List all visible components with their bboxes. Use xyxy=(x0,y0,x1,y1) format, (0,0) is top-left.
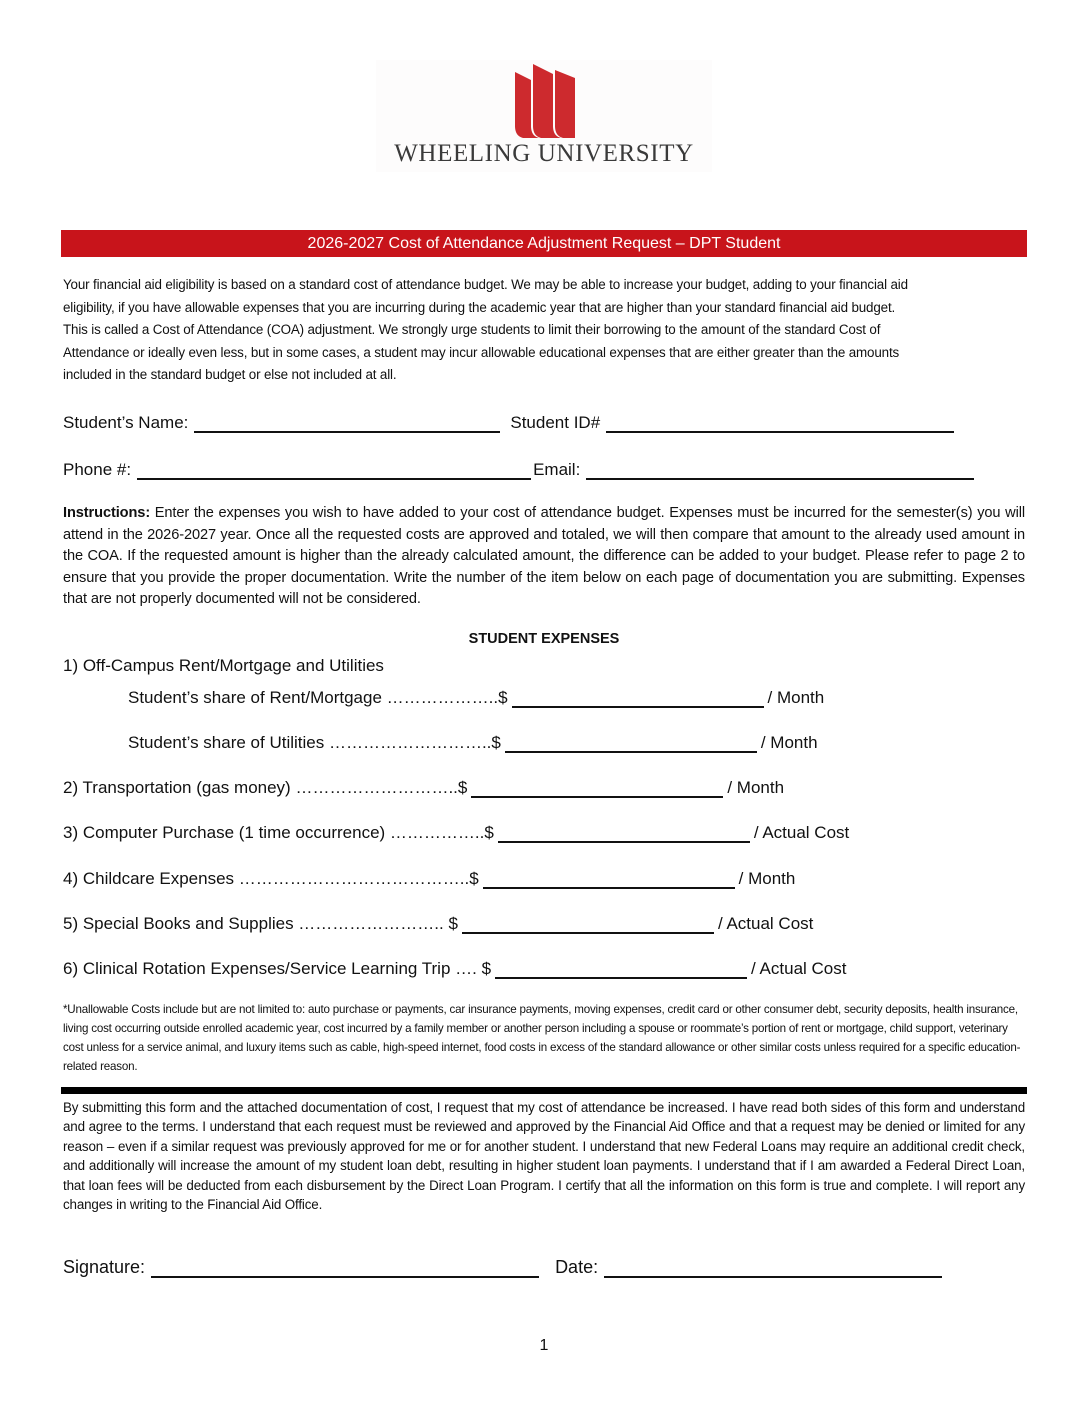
section-divider xyxy=(61,1087,1027,1094)
expense-unit: / Month xyxy=(738,869,796,888)
expense-row-clinical xyxy=(63,955,846,979)
student-id-field[interactable] xyxy=(606,413,954,433)
expense-row-childcare xyxy=(63,865,795,889)
expense-unit: / Actual Cost xyxy=(751,959,847,978)
university-logo-icon xyxy=(513,64,577,140)
expense-amount-field[interactable] xyxy=(498,823,750,843)
expense-amount-field[interactable] xyxy=(512,688,764,708)
expense-unit: / Actual Cost xyxy=(753,823,850,842)
student-expenses-heading: STUDENT EXPENSES xyxy=(468,631,620,647)
expense-row-books xyxy=(63,910,813,934)
phone-label: Phone #: xyxy=(63,460,132,479)
intro-paragraph xyxy=(63,274,1025,387)
signature-date-row xyxy=(63,1252,942,1278)
page-number: 1 xyxy=(539,1337,549,1354)
expense-label: 5) Special Books and Supplies …………………….. $ xyxy=(63,914,458,933)
intro-line: Your financial aid eligibility is based on a standard cost of attendance budget. We may be able to increase your budget, adding to your financial aid xyxy=(63,277,908,292)
expense-unit: / Actual Cost xyxy=(717,914,814,933)
intro-line: included in the standard budget or else not included at all. xyxy=(63,367,397,383)
consent-paragraph: By submitting this form and the attached documentation of cost, I request that my cost of attendance be increased. I have read both sides of this form and understand and agree to the terms. I understand that each request must be reviewed and approved by the Financial Aid Office and that a request may be denied or limited for any reason – even if a similar request was previously approved for me or for another student. I understand that new Federal Loans may require an additional credit check, and additionally will increase the amount of my student loan debt, resulting in higher student loan payments. I understand that if I am awarded a Federal Direct Loan, that loan fees will be deducted from each disbursement by the Direct Loan Program. I certify that all the information on this form is true and complete. I will report any changes in writing to the Financial Aid Office. xyxy=(63,1100,1025,1213)
phone-field[interactable] xyxy=(137,460,531,480)
expense-label: 2) Transportation (gas money) ………………………..$ xyxy=(63,778,468,797)
signature-label: Signature: xyxy=(63,1257,146,1277)
expense-amount-field[interactable] xyxy=(462,914,714,934)
intro-line: Attendance or ideally even less, but in some cases, a student may incur allowable educational expenses that are either greater than the amounts xyxy=(63,344,900,360)
expense-label: Student’s share of Utilities ………………………..$ xyxy=(128,733,501,752)
signature-field[interactable] xyxy=(151,1256,539,1278)
university-name: WHEELING UNIVERSITY xyxy=(394,140,694,167)
email-label: Email: xyxy=(533,460,581,479)
expense-label: 3) Computer Purchase (1 time occurrence) ……………..$ xyxy=(63,823,494,842)
expense-label: 6) Clinical Rotation Expenses/Service Learning Trip …. $ xyxy=(63,959,492,978)
student-id-label: Student ID# xyxy=(510,413,601,432)
form-title-banner: 2026-2027 Cost of Attendance Adjustment Request – DPT Student xyxy=(61,230,1027,257)
unallowable-costs-footnote: *Unallowable Costs include but are not limited to: auto purchase or payments, car insurance payments, moving expenses, credit card or other consumer debt, security deposits, health insurance, living cost occurring outside enrolled academic year, cost incurred by a family member or another person including a spouse or roommate’s portion of rent or mortgage, child support, veterinary cost unless for a service animal, and luxury items such as cable, high-speed internet, food costs in excess of the standard allowance or other similar costs unless required for a specific education-related reason. xyxy=(63,1003,1021,1073)
expense-unit: / Month xyxy=(760,733,818,752)
expense-group-1-title: 1) Off-Campus Rent/Mortgage and Utilities xyxy=(63,656,384,675)
phone-email-row xyxy=(63,456,974,480)
expense-unit: / Month xyxy=(727,778,785,797)
expense-unit: / Month xyxy=(767,688,825,707)
student-name-label: Student’s Name: xyxy=(63,413,189,432)
expense-label: 4) Childcare Expenses …………………………………..$ xyxy=(63,869,479,888)
student-name-id-row xyxy=(63,409,954,433)
intro-line: This is called a Cost of Attendance (COA) adjustment. We strongly urge students to limit their borrowing to the amount of the standard Cost of xyxy=(63,322,881,338)
expense-amount-field[interactable] xyxy=(483,869,735,889)
date-field[interactable] xyxy=(604,1256,942,1278)
expense-amount-field[interactable] xyxy=(505,733,757,753)
instructions-text: Enter the expenses you wish to have added to your cost of attendance budget. Expenses must be incurred for the semester(s) you will attend in the 2026-2027 year. Once all the requested costs are approved and totaled, we will then compare that amount to the already used amount in the COA. If the requested amount is higher than the already calculated amount, the difference can be added to your budget. Please refer to page 2 to ensure that you provide the proper documentation. Write the number of the item below on each page of documentation you are submitting. Expenses that are not properly documented will not be considered. xyxy=(63,505,1025,608)
expense-amount-field[interactable] xyxy=(495,959,747,979)
expense-row-utilities xyxy=(128,729,818,753)
student-name-field[interactable] xyxy=(194,413,500,433)
expense-row-transportation xyxy=(63,774,784,798)
instructions-label: Instructions: xyxy=(63,505,151,521)
instructions-paragraph xyxy=(63,503,1025,611)
expense-amount-field[interactable] xyxy=(471,778,723,798)
date-label: Date: xyxy=(555,1257,599,1277)
expense-label: Student’s share of Rent/Mortgage ………………..$ xyxy=(128,688,508,707)
expense-row-rent xyxy=(128,684,824,708)
email-field[interactable] xyxy=(586,460,974,480)
intro-line: eligibility, if you have allowable expenses that you are incurring during the academic year that are higher than your standard financial aid budget. xyxy=(63,299,896,315)
university-logo xyxy=(376,60,712,172)
expense-row-computer xyxy=(63,819,849,843)
